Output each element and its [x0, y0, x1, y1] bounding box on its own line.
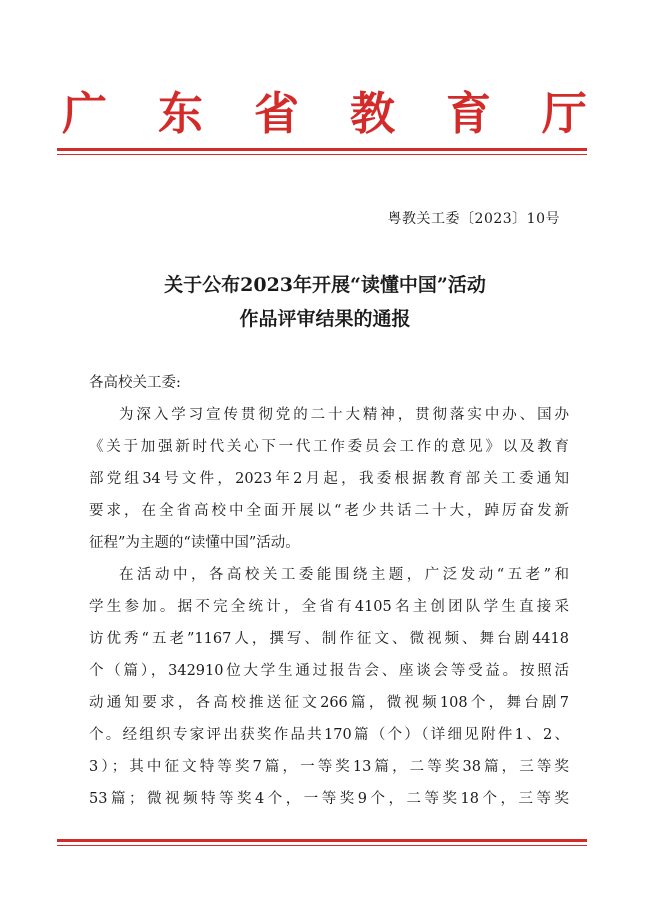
paragraph-1-line: 要求，在全省高校中全面开展以“老少共话二十大，踔厉奋发新 [89, 503, 569, 519]
issuer-char: 教 [349, 87, 395, 140]
issuer-char: 省 [253, 87, 299, 140]
paragraph-2-line: 访优秀“五老”1167人，撰写、制作征文、微视频、舞台剧4418 [89, 631, 569, 647]
issuer-char: 厅 [541, 87, 587, 140]
paragraph-2-line: 个（篇），342910位大学生通过报告会、座谈会等受益。按照活 [89, 663, 569, 679]
header-divider-thick [57, 148, 587, 151]
issuer-char: 广 [62, 87, 108, 140]
header-divider-thin [57, 154, 587, 155]
paragraph-2-line: 53篇；微视频特等奖4个，一等奖9个，二等奖18个，三等奖 [89, 791, 569, 807]
paragraph-2-line: 学生参加。据不完全统计，全省有4105名主创团队学生直接采 [89, 599, 569, 615]
issuer-char: 育 [445, 87, 491, 140]
paragraph-2-line: 个。经组织专家评出获奖作品共170篇（个）（详细见附件1、2、 [89, 727, 569, 743]
paragraph-1-line: 为深入学习宣传贯彻党的二十大精神，贯彻落实中办、国办 [119, 407, 569, 423]
salutation: 各高校关工委: [89, 375, 181, 391]
paragraph-2-line: 在活动中，各高校关工委能围绕主题，广泛发动“五老”和 [119, 567, 569, 583]
paragraph-1-line: 《关于加强新时代关心下一代工作委员会工作的意见》以及教育 [89, 439, 569, 455]
document-title-line-1: 关于公布2023年开展“读懂中国”活动 [164, 274, 486, 296]
issuer-char: 东 [157, 87, 203, 140]
paragraph-2-line: 动通知要求，各高校推送征文266篇，微视频108个，舞台剧7 [89, 695, 569, 711]
footer-divider-thin [57, 845, 587, 846]
issuer-header [62, 86, 587, 142]
footer-divider-thick [57, 839, 587, 842]
document-title-line-2: 作品评审结果的通报 [239, 308, 411, 330]
paragraph-1-line: 征程”为主题的“读懂中国”活动。 [89, 535, 300, 551]
paragraph-1-line: 部党组34号文件，2023年2月起，我委根据教育部关工委通知 [89, 471, 569, 487]
document-number: 粤教关工委〔2023〕10号 [387, 211, 560, 227]
paragraph-2-line: 3）；其中征文特等奖7篇，一等奖13篇，二等奖38篇，三等奖 [89, 759, 569, 775]
